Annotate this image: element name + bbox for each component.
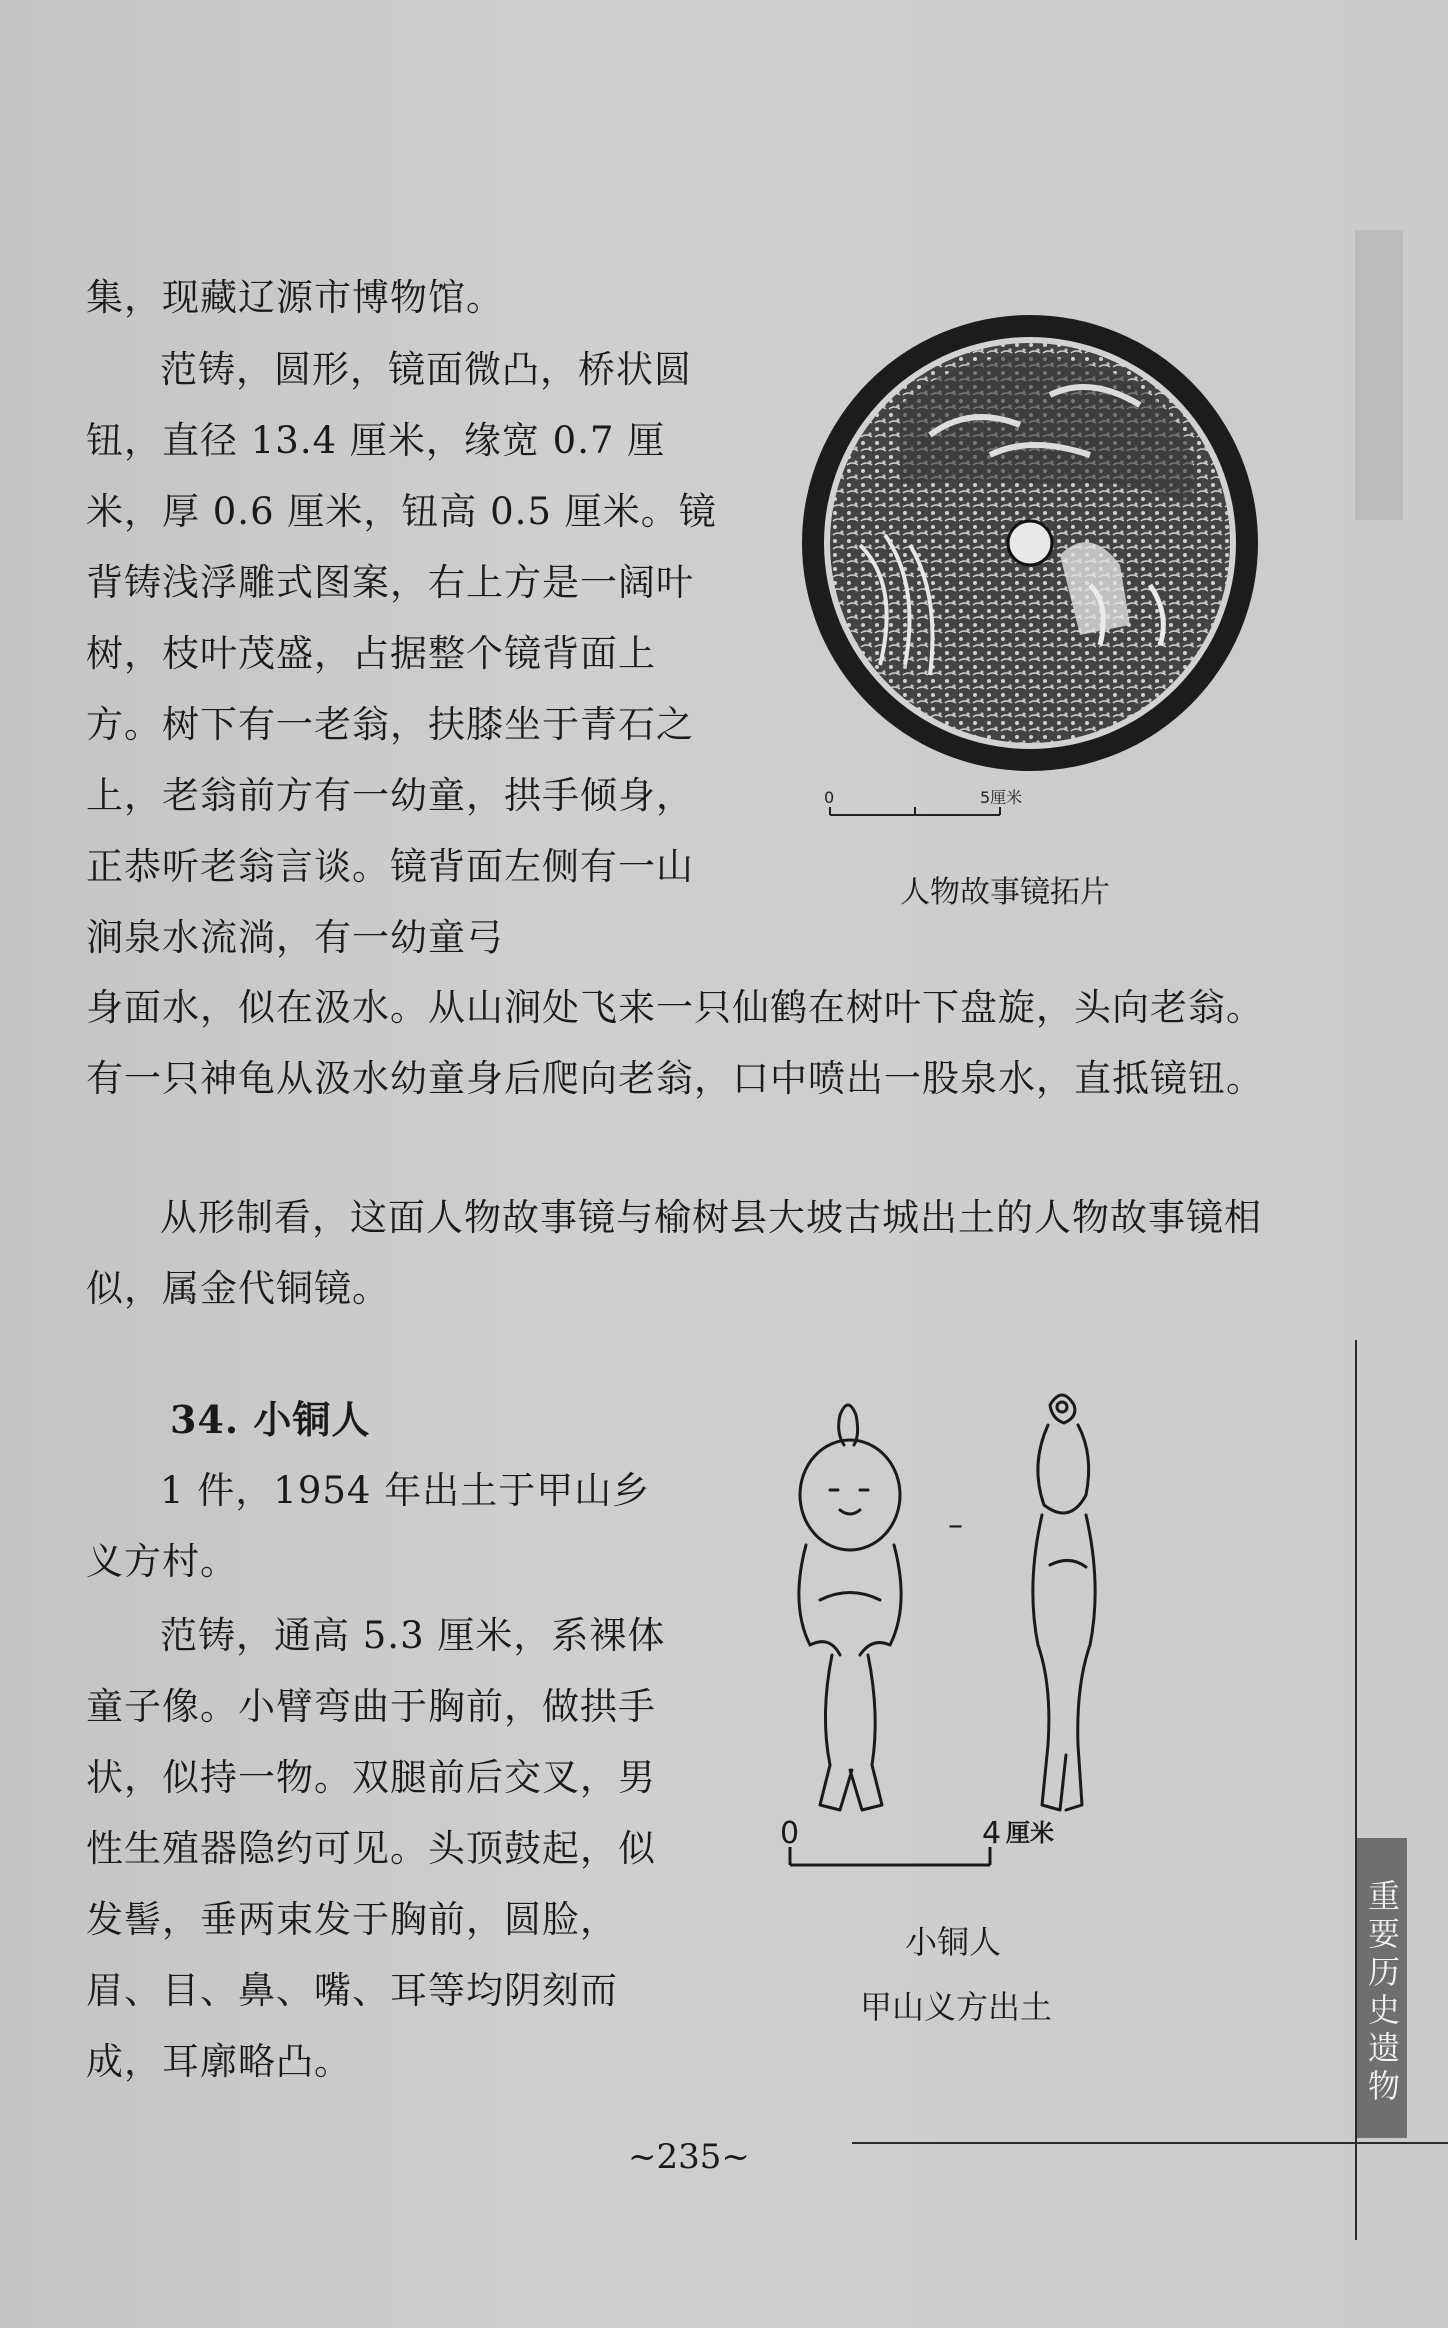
bronze-scale-unit: 厘米 [1006,1819,1054,1847]
footer-rule [852,2142,1448,2144]
bronze-scale-zero: 0 [780,1816,800,1851]
bleed-through-tab [1355,230,1403,520]
bronze-description-text: 范铸，通高 5.3 厘米，系裸体童子像。小臂弯曲于胸前，做拱手状，似持一物。双腿前后交叉，男性生殖器隐约可见。头顶鼓起，似发髻，垂两束发于胸前，圆脸，眉、目、鼻、嘴、耳等均阴刻而成，耳廓略凸。 [86,1614,666,2083]
mirror-comparison-text: 从形制看，这面人物故事镜与榆树县大坡古城出土的人物故事镜相似，属金代铜镜。 [86,1196,1262,1310]
bronze-intro-text: 1 件，1954 年出土于甲山乡义方村。 [86,1469,651,1583]
bronze-caption-source: 甲山义方出土 [860,1988,1053,2026]
bronze-figurine-image [760,1385,1230,1895]
mirror-rubbing-figure [790,285,1270,845]
page-number: ~235~ [628,2137,750,2177]
chapter-tab: 重要历史遗物 [1357,1838,1407,2138]
mirror-figure-caption: 人物故事镜拓片 [900,875,1110,910]
bronze-caption-title: 小铜人 [905,1923,1002,1961]
view-marker: – [948,1508,963,1543]
mirror-description-continued: 身面水，似在汲水。从山涧处飞来一只仙鹤在树叶下盘旋，头向老翁。有一只神龟从汲水幼童身后爬向老翁，口中喷出一股泉水，直抵镜钮。 [86,986,1264,1100]
bronze-scale-four: 4 [982,1816,1002,1851]
mirror-intro-text: 集，现藏辽源市博物馆。 [86,276,504,319]
bronze-figurine-drawing [760,1385,1230,1895]
mirror-scale-zero: 0 [824,788,835,807]
mirror-scale-label: 5厘米 [980,788,1023,807]
mirror-description-text: 范铸，圆形，镜面微凸，桥状圆钮，直径 13.4 厘米，缘宽 0.7 厘米，厚 0.6 厘米，钮高 0.5 厘米。镜背铸浅浮雕式图案，右上方是一阔叶树，枝叶茂盛，占据整个镜背面上方。树下有一老翁，扶膝坐于青石之上，老翁前方有一幼童，拱手倾身，正恭听老翁言谈。镜背面左侧有一山涧泉水流淌，有一幼童弓 [86,348,717,959]
section-title: 34. 小铜人 [170,1397,371,1442]
mirror-rubbing-image [790,285,1270,845]
